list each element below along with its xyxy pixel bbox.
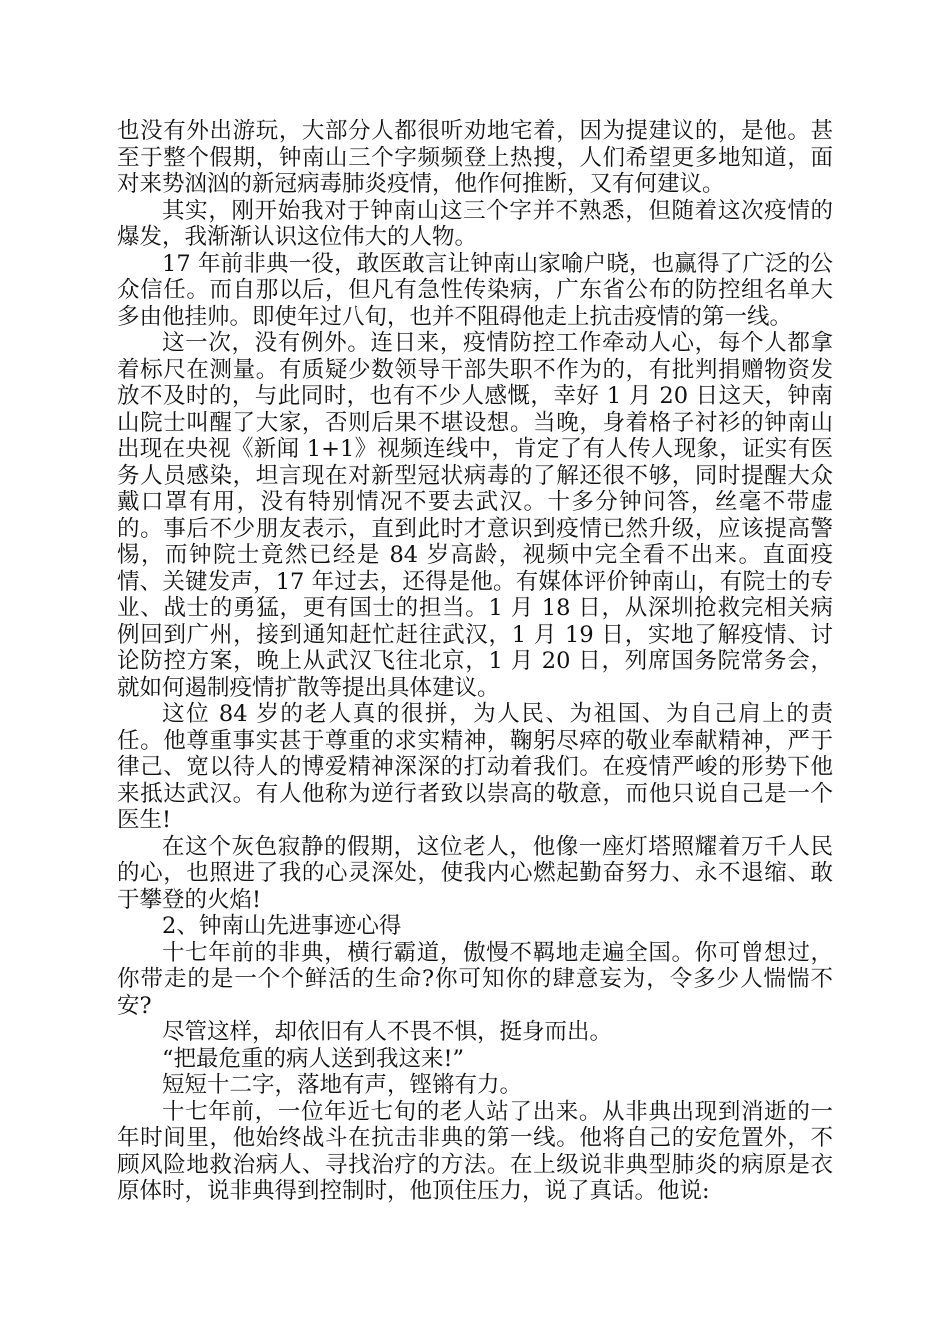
paragraph-9: 尽管这样，却依旧有人不畏不惧，挺身而出。 [162,1019,613,1045]
paragraph-8: 十七年前的非典，横行霸道，傲慢不羁地走遍全国。你可曾想过，你带走的是一个个鲜活的生命?你可知你的肆意妄为，令多少人惴惴不安? [117,939,833,1019]
paragraph-3: 17 年前非典一役，敢医敢言让钟南山家喻户晓，也赢得了广泛的公众信任。而自那以后，但凡有急性传染病，广东省公布的防控组名单大多由他挂帅。即使年过八旬，也并不阻碍他走上抗击疫情的第一线。 [117,250,833,330]
paragraph-11: 短短十二字，落地有声，铿锵有力。 [162,1072,523,1098]
paragraph-1: 也没有外出游玩，大部分人都很听劝地宅着，因为提建议的，是他。甚至于整个假期，钟南山三个字频频登上热搜，人们希望更多地知道，面对来势汹汹的新冠病毒肺炎疫情，他作何推断，又有何建议。 [117,118,833,197]
paragraph-6: 在这个灰色寂静的假期，这位老人，他像一座灯塔照耀着万千人民的心，也照进了我的心灵深处，使我内心燃起勤奋努力、永不退缩、敢于攀登的火焰! [117,833,833,913]
paragraph-4: 这一次，没有例外。连日来，疫情防控工作牵动人心，每个人都拿着标尺在测量。有质疑少数领导干部失职不作为的，有批判捐赠物资发放不及时的，与此同时，也有不少人感慨，幸好 1 月 20 日这天，钟南山院士叫醒了大家，否则后果不堪设想。当晚，身着格子衬衫的钟南山出现在央视《新闻 1+1》视频连线中，肯定了有人传人现象，证实有医务人员感染，坦言现在对新型冠状病毒的了解还很不够，同时提醒大众戴口罩有用，没有特别情况不要去武汉。十多分钟问答，丝毫不带虚的。事后不少朋友表示，直到此时才意识到疫情已然升级，应该提高警惕，而钟院士竟然已经是 84 岁高龄，视频中完全看不出来。直面疫情、关键发声，17 年过去，还得是他。有媒体评价钟南山，有院士的专业、战士的勇猛，更有国士的担当。1 月 18 日，从深圳抢救完相关病例回到广州，接到通知赶忙赶往武汉，1 月 19 日，实地了解疫情、讨论防控方案，晚上从武汉飞往北京，1 月 20 日，列席国务院常务会，就如何遏制疫情扩散等提出具体建议。 [117,330,833,701]
section-heading: 2、钟南山先进事迹心得 [162,913,402,939]
document-page [117,118,833,1205]
paragraph-2: 其实，刚开始我对于钟南山这三个字并不熟悉，但随着这次疫情的爆发，我渐渐认识这位伟大的人物。 [117,197,833,250]
quote-paragraph: “把最危重的病人送到我这来!” [162,1045,465,1072]
paragraph-5: 这位 84 岁的老人真的很拼，为人民、为祖国、为自己肩上的责任。他尊重事实甚于尊重的求实精神，鞠躬尽瘁的敬业奉献精神，严于律己、宽以待人的博爱精神深深的打动着我们。在疫情严峻的形势下他来抵达武汉。有人他称为逆行者致以崇高的敬意，而他只说自己是一个医生! [117,701,833,833]
paragraph-12: 十七年前，一位年近七旬的老人站了出来。从非典出现到消逝的一年时间里，他始终战斗在抗击非典的第一线。他将自己的安危置外，不顾风险地救治病人、寻找治疗的方法。在上级说非典型肺炎的病原是衣原体时，说非典得到控制时，他顶住压力，说了真话。他说: [117,1098,833,1204]
